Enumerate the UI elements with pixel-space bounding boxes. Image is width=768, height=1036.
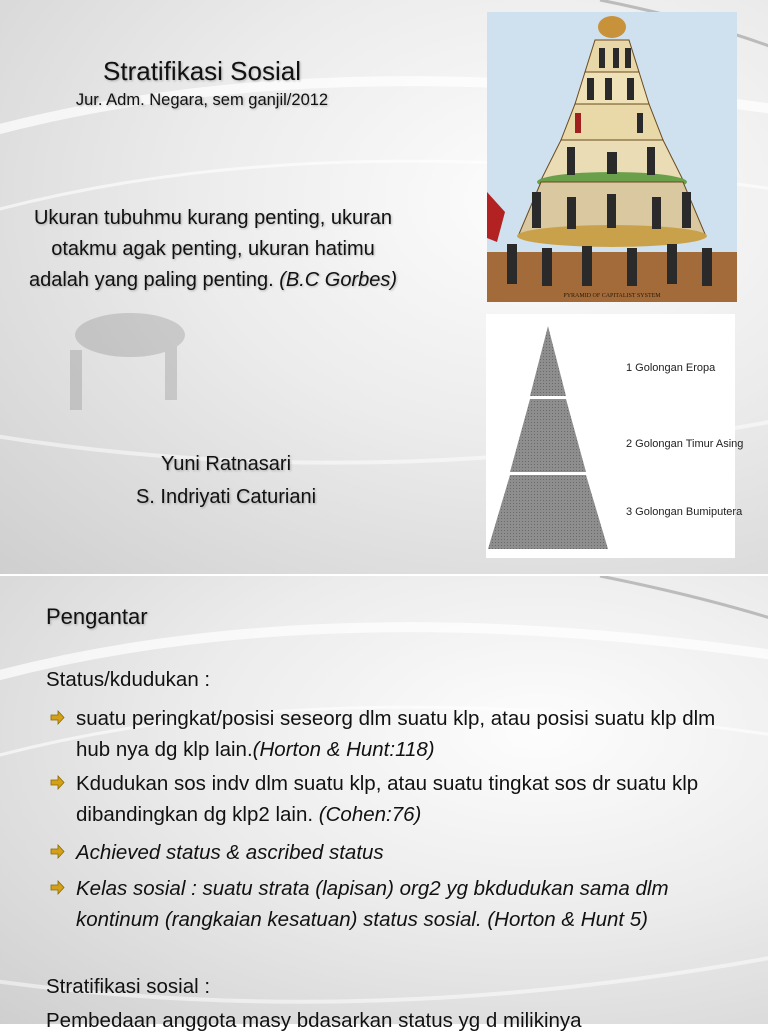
status-label: Status/kdudukan : <box>46 668 211 691</box>
quote <box>22 203 404 296</box>
capitalist-pyramid-image <box>487 12 737 302</box>
arrow-bullet-icon <box>50 710 65 725</box>
bullet-cite: (Cohen:76) <box>318 803 422 826</box>
tier-1-shape <box>530 326 566 396</box>
arrow-bullet-icon <box>50 775 65 790</box>
bullet-text: Kdudukan sos indv dlm suatu klp, atau suatu tingkat sos dr suatu klp dibandingkan dg klp2 lain. <box>76 772 699 826</box>
tier-label-1: 1 Golongan Eropa <box>626 362 716 374</box>
tier-3-shape <box>488 475 608 549</box>
author-name-1: Yuni Ratnasari <box>160 453 292 475</box>
bullet-item <box>76 703 736 765</box>
tier-label-2: 2 Golongan Timur Asing <box>626 438 744 450</box>
stratification-label: Stratifikasi sosial : <box>46 975 211 998</box>
strata-pyramid <box>486 314 735 558</box>
pyramid-caption: PYRAMID OF CAPITALIST SYSTEM <box>563 293 661 299</box>
quote-source: (B.C Gorbes) <box>279 269 398 291</box>
pyramid-illustration <box>487 12 737 302</box>
arrow-bullet-icon <box>50 880 65 895</box>
bullet-item <box>76 768 736 830</box>
bullet-item: Kelas sosial : suatu strata (lapisan) org2 yg bkdudukan sama dlm kontinum (rangkaian kesatuan) status sosial. (Horton & Hunt 5) <box>76 877 669 931</box>
author-name-2: S. Indriyati Caturiani <box>135 486 317 508</box>
section-heading: Pengantar <box>46 604 148 629</box>
definition-line: Pembedaan anggota masy bdasarkan status yg d milikinya <box>46 1009 582 1032</box>
bullet-text: suatu peringkat/posisi seseorg dlm suatu klp, atau posisi suatu klp dlm hub nya dg klp lain. <box>76 707 716 761</box>
slide-title: Stratifikasi Sosial <box>103 56 301 86</box>
tier-label-3: 3 Golongan Bumiputera <box>626 506 743 518</box>
slide-subtitle: Jur. Adm. Negara, sem ganjil/2012 <box>75 91 329 109</box>
colonial-strata-diagram <box>486 314 744 558</box>
bullet-item: Achieved status & ascribed status <box>76 841 384 864</box>
bullet-cite: (Horton & Hunt:118) <box>252 738 435 761</box>
arrow-bullet-icon <box>50 844 65 859</box>
tier-2-shape <box>510 399 586 472</box>
quote-text: Ukuran tubuhmu kurang penting, ukuran otakmu agak penting, ukuran hatimu adalah yang paling penting. <box>28 207 392 291</box>
